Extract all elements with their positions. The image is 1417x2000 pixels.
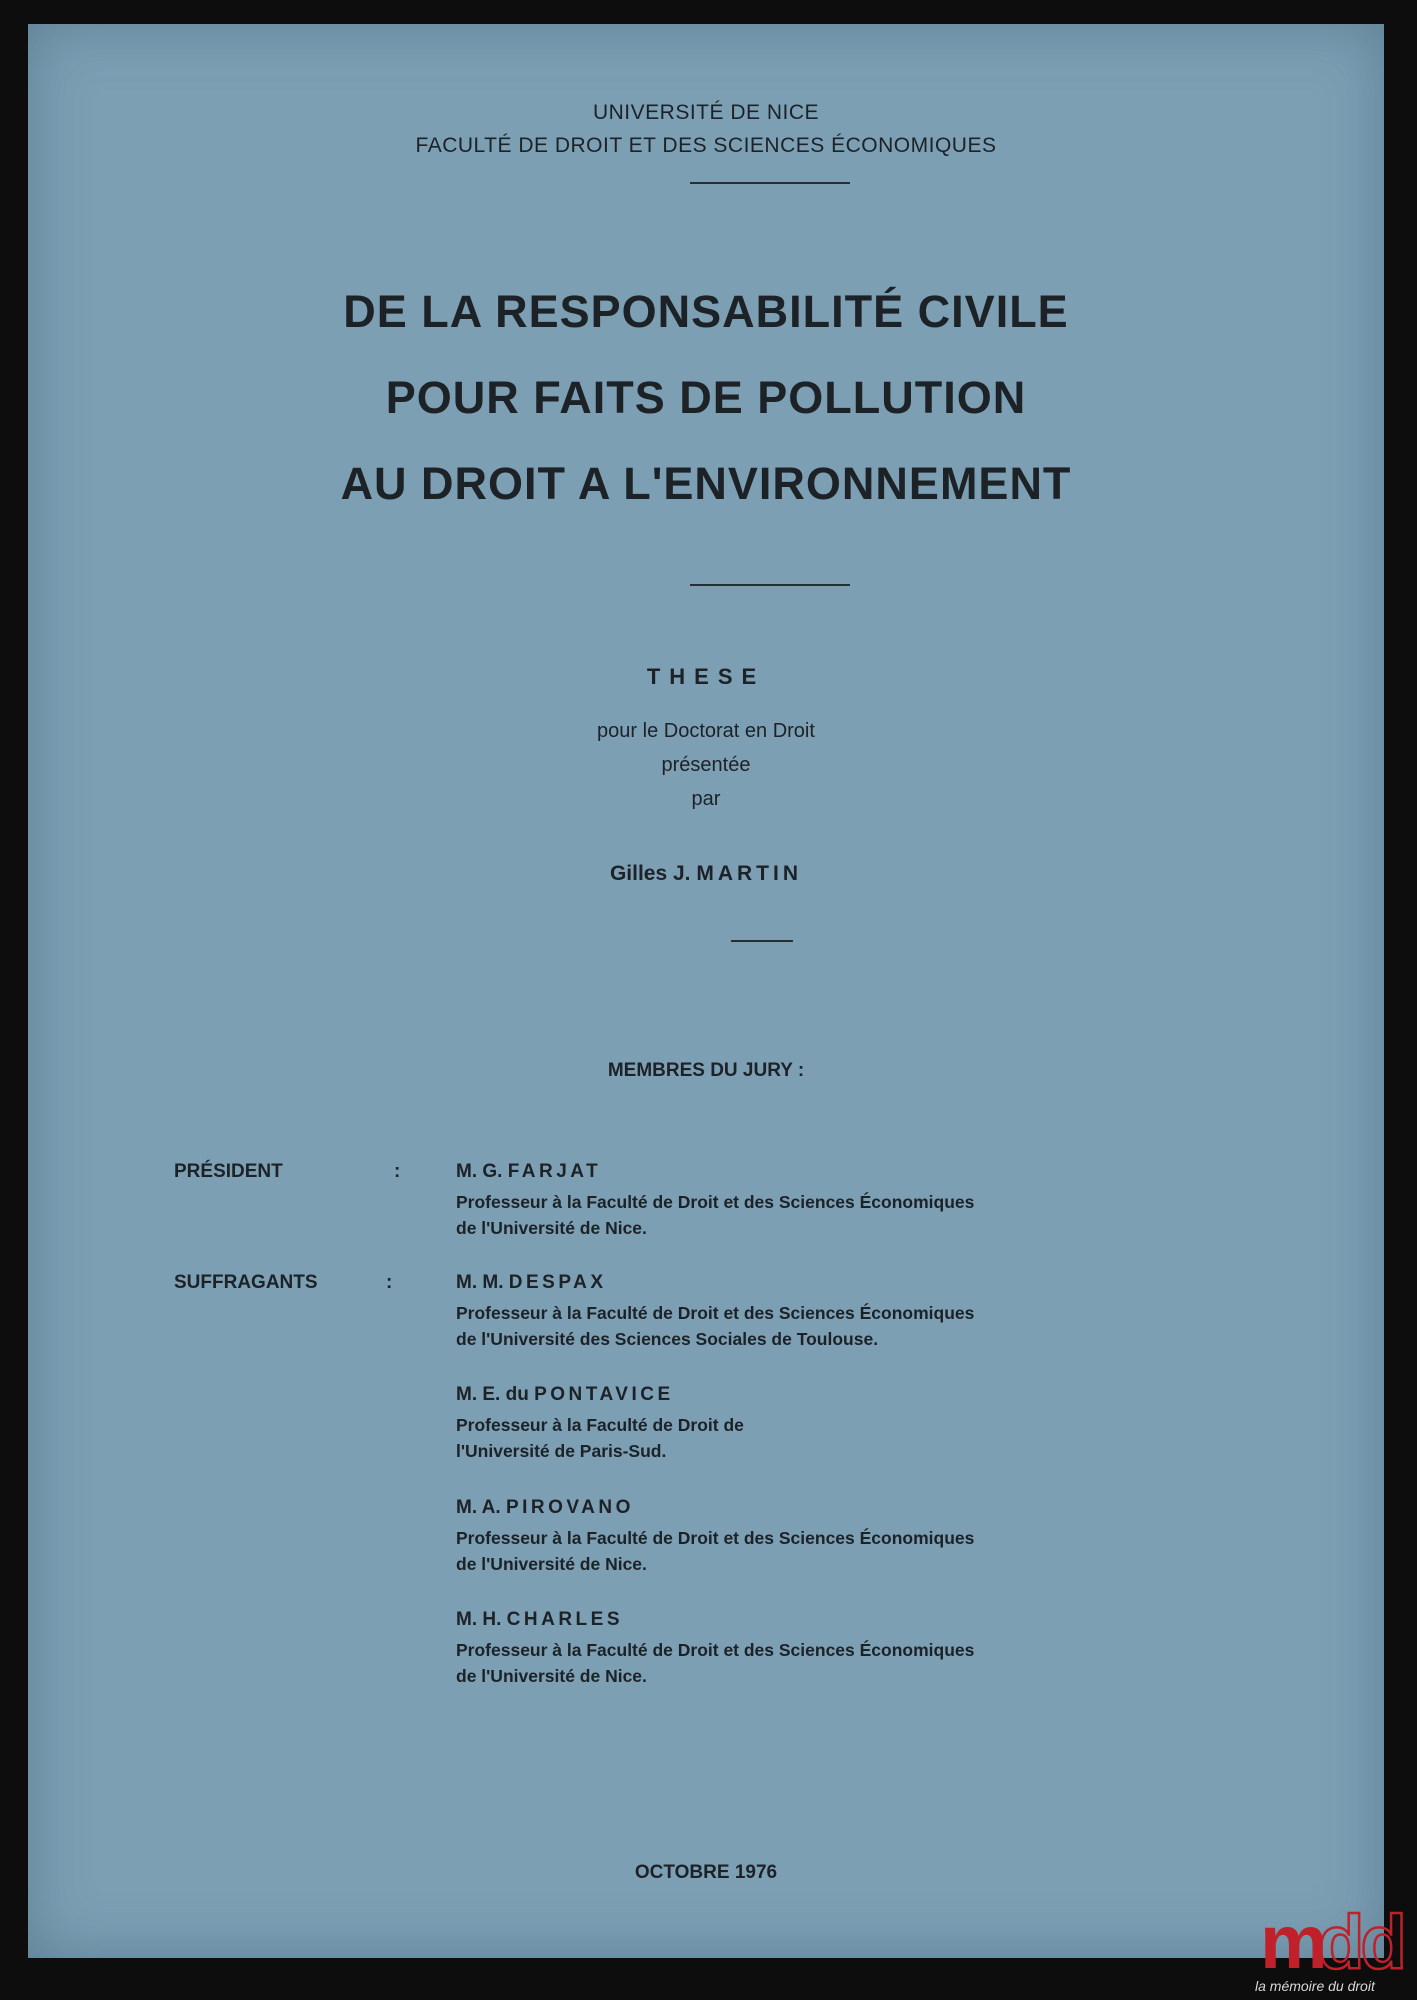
jury-member [456,1609,1156,1689]
by-line: par [691,788,721,810]
defense-date: OCTOBRE 1976 [634,1862,778,1883]
member-name: M. G. FARJAT [456,1161,602,1182]
thesis-title [28,269,1384,527]
author-name [28,862,1384,886]
president-label: PRÉSIDENT [174,1161,283,1182]
svg-text:dd: dd [1318,1900,1403,1985]
author-first-name: Gilles J. [609,862,691,885]
colon: : [394,1161,401,1182]
thesis-subtitle [28,714,1384,816]
member-name: M. H. CHARLES [456,1609,624,1630]
svg-text:m: m [1260,1900,1324,1985]
separator-line [731,940,793,942]
faculty-name: FACULTÉ DE DROIT ET DES SCIENCES ÉCONOMIQUES [415,134,997,157]
author-surname: MARTIN [696,862,803,885]
jury-heading: MEMBRES DU JURY : [607,1060,805,1081]
member-affiliation: Professeur à la Faculté de Droit de l'Université de Paris-Sud. [456,1415,744,1461]
jury-member [456,1161,1156,1241]
member-affiliation: Professeur à la Faculté de Droit et des Sciences Économiques de l'Université de Nice. [456,1528,975,1574]
member-affiliation: Professeur à la Faculté de Droit et des Sciences Économiques de l'Université de Nice. [456,1640,975,1686]
separator-line [690,584,850,586]
member-name: M. M. DESPAX [456,1272,607,1293]
separator-line [690,182,850,184]
thesis-cover [28,24,1384,1958]
member-affiliation: Professeur à la Faculté de Droit et des Sciences Économiques de l'Université de Nice. [456,1192,975,1238]
member-name: M. A. PIROVANO [456,1497,634,1518]
university-name: UNIVERSITÉ DE NICE [592,101,820,124]
these-heading: THESE [646,664,766,689]
title-line: POUR FAITS DE POLLUTION [385,372,1027,423]
jury-member [456,1272,1156,1352]
logo-tagline: la mémoire du droit [1255,1978,1375,1994]
colon: : [386,1272,393,1293]
jury-member [456,1384,1156,1464]
jury-member [456,1497,1156,1577]
member-affiliation: Professeur à la Faculté de Droit et des Sciences Économiques de l'Université des Sciences Sociales de Toulouse. [456,1303,975,1349]
title-line: AU DROIT A L'ENVIRONNEMENT [340,458,1072,509]
doctorate-line: pour le Doctorat en Droit [597,720,815,742]
title-line: DE LA RESPONSABILITÉ CIVILE [343,286,1069,337]
member-name: M. E. du PONTAVICE [456,1384,674,1405]
institution-header [28,96,1384,162]
suffragants-label: SUFFRAGANTS [174,1272,318,1293]
presented-line: présentée [661,754,751,776]
